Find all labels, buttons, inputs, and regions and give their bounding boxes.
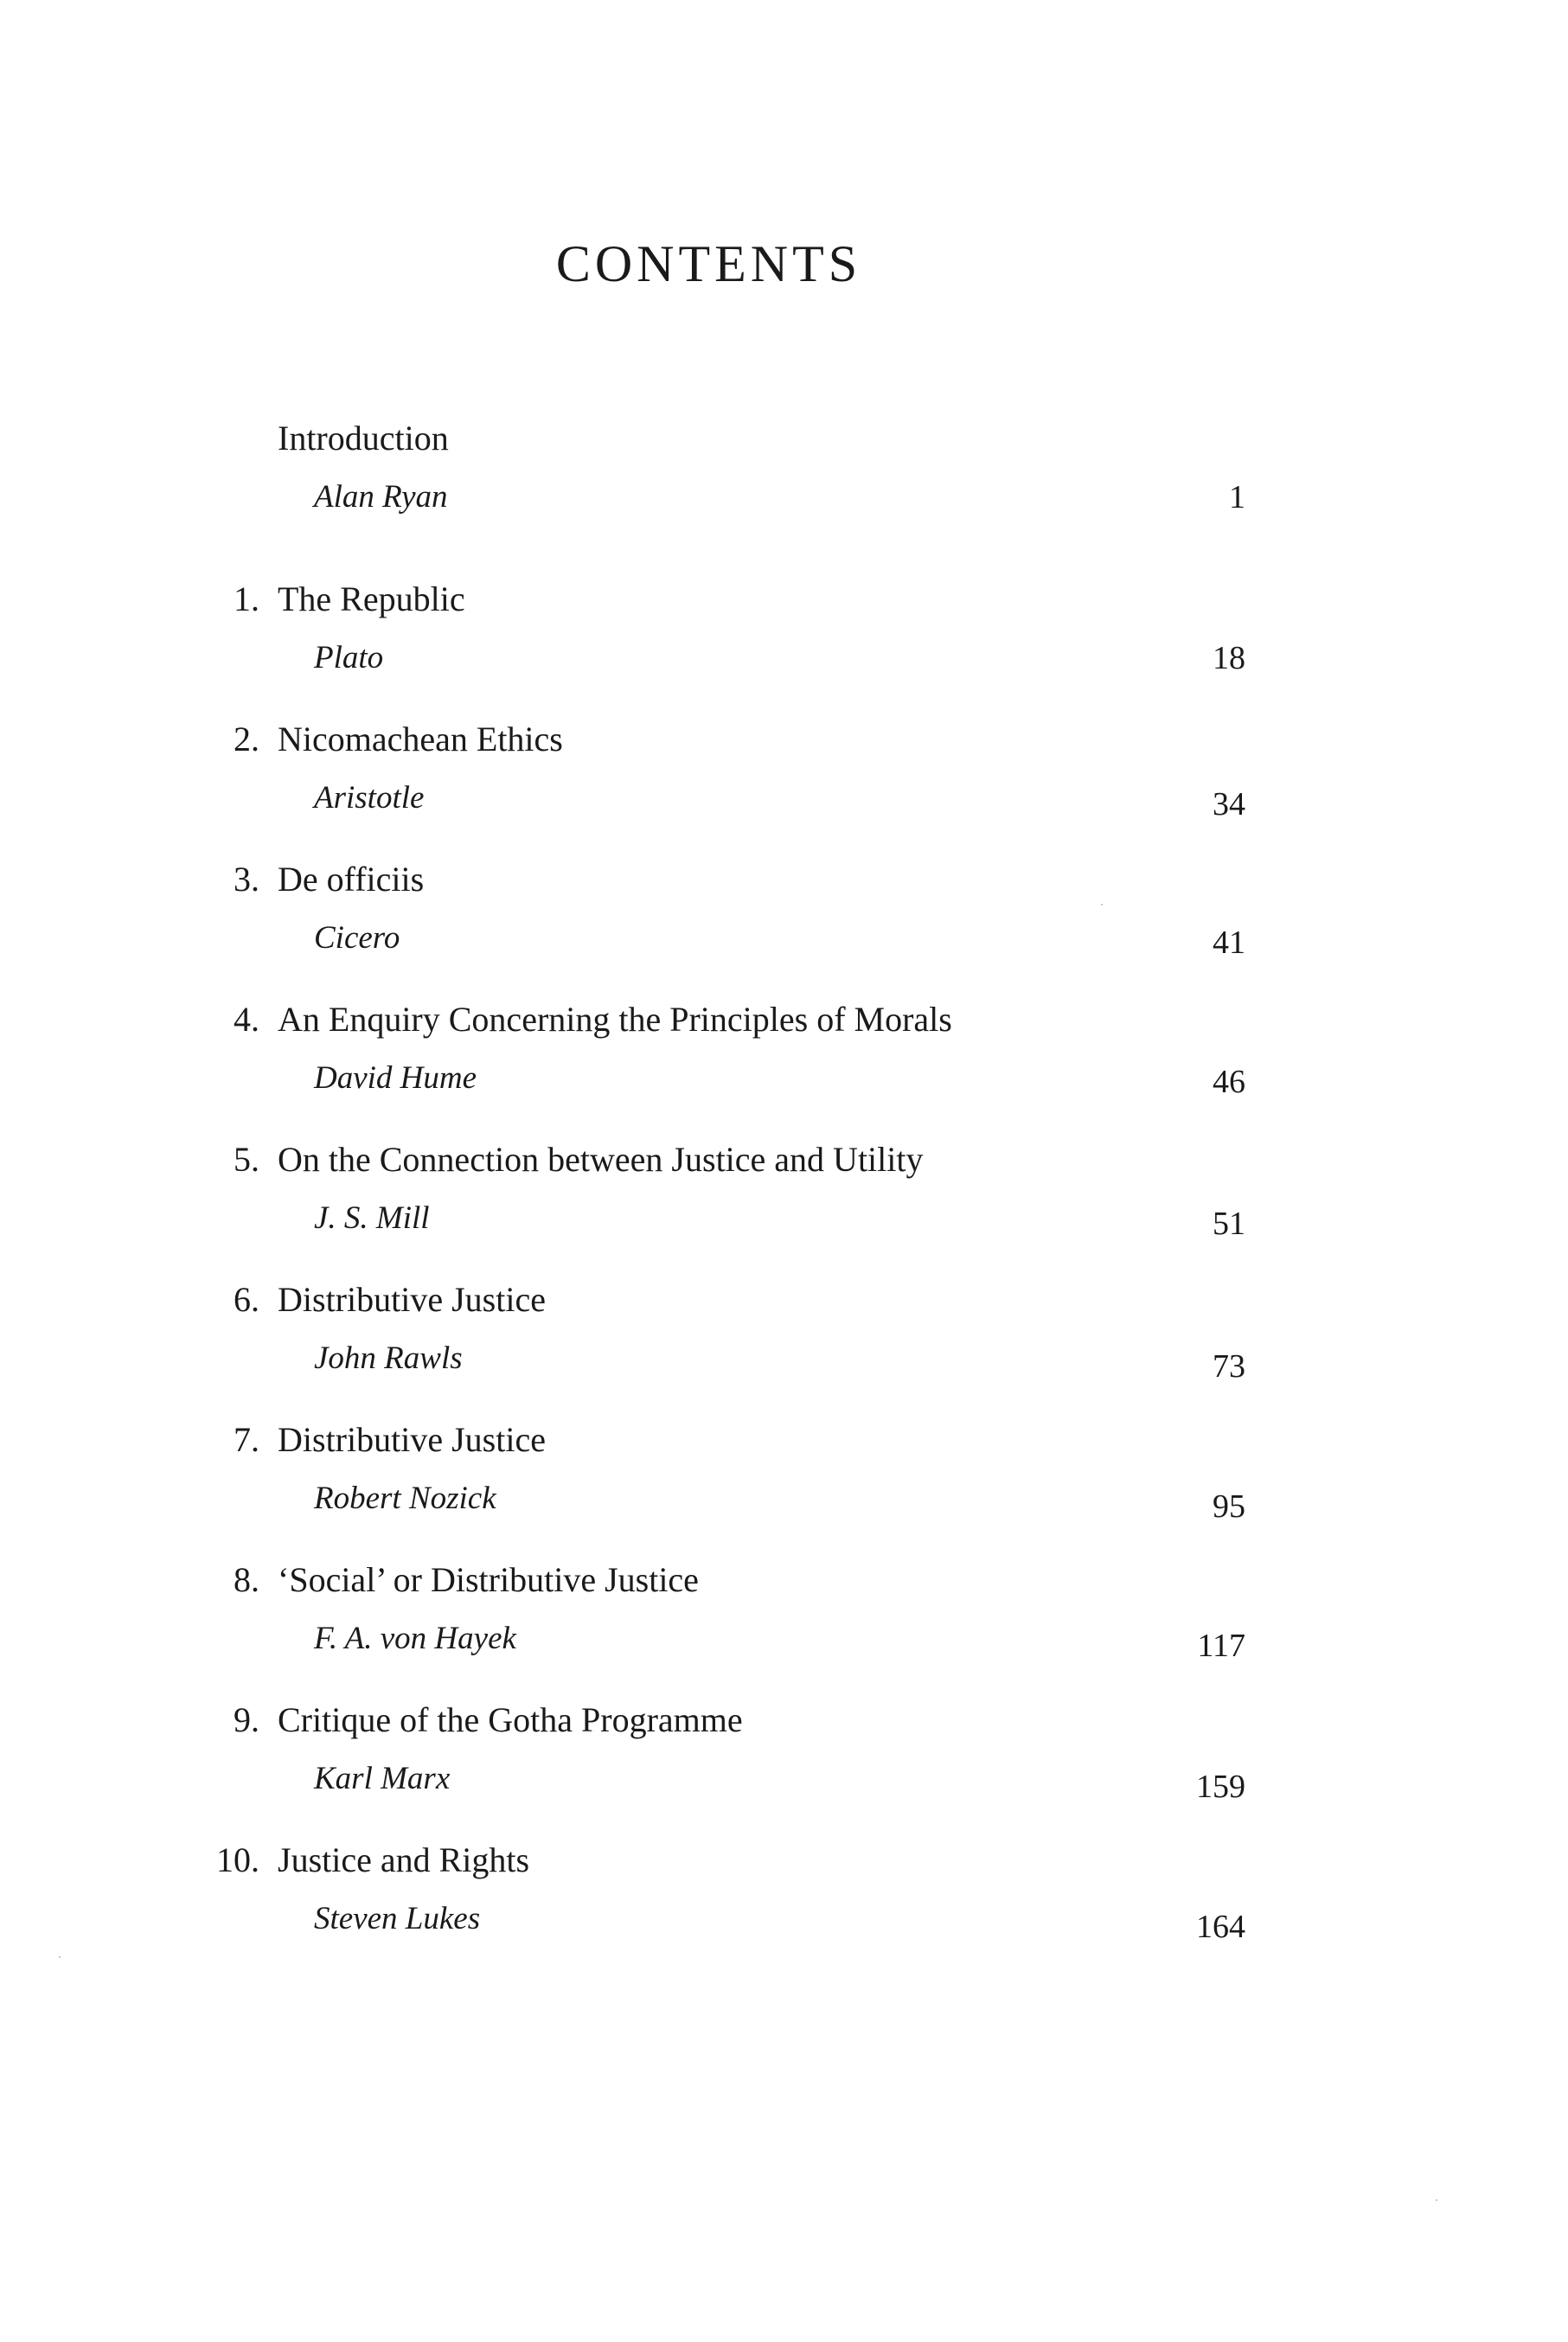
toc-entry-1 <box>0 579 1568 703</box>
entry-title: ‘Social’ or Distributive Justice <box>278 1560 699 1599</box>
toc-entry-6 <box>0 1280 1568 1404</box>
page-title: CONTENTS <box>555 235 862 292</box>
entry-author: John Rawls <box>314 1341 463 1376</box>
entry-number: 10. <box>216 1840 259 1879</box>
entry-page: 164 <box>1196 1909 1245 1945</box>
entry-number: 7. <box>234 1420 259 1459</box>
entry-number: 4. <box>234 1000 259 1039</box>
toc-entry-5 <box>0 1142 1568 1264</box>
entry-page: 117 <box>1197 1628 1245 1664</box>
toc-entry-7 <box>0 1420 1568 1544</box>
entry-author: Steven Lukes <box>314 1901 481 1936</box>
entry-title: Distributive Justice <box>278 1280 546 1319</box>
entry-title: An Enquiry Concerning the Principles of Morals <box>278 1000 952 1039</box>
entry-author: David Hume <box>314 1060 477 1096</box>
toc-entry-8 <box>0 1560 1568 1684</box>
entry-page: 159 <box>1196 1769 1245 1805</box>
entry-page: 51 <box>1213 1206 1245 1242</box>
entry-author: Cicero <box>314 920 400 956</box>
entry-author: Alan Ryan <box>314 479 448 515</box>
toc-entry-9 <box>0 1700 1568 1824</box>
entry-page: 41 <box>1213 925 1245 961</box>
entry-title: The Republic <box>278 579 465 618</box>
entry-title: Critique of the Gotha Programme <box>278 1700 743 1739</box>
entry-number: 1. <box>234 579 259 618</box>
entry-page: 1 <box>1229 479 1245 515</box>
toc-entry-2 <box>0 722 1568 843</box>
entry-page: 46 <box>1213 1064 1245 1100</box>
entry-author: Karl Marx <box>314 1761 451 1796</box>
entry-title: De officiis <box>278 860 425 899</box>
entry-author: Aristotle <box>314 780 425 816</box>
entry-number: 8. <box>234 1560 259 1599</box>
entry-author: F. A. von Hayek <box>314 1621 516 1656</box>
toc-entry-3 <box>0 862 1568 983</box>
entry-number: 6. <box>234 1280 259 1319</box>
entry-number: 5. <box>234 1140 259 1179</box>
toc-entry-introduction <box>0 421 1568 542</box>
entry-title: Introduction <box>278 419 449 458</box>
entry-title: On the Connection between Justice and Utility <box>278 1140 924 1179</box>
entry-author: Robert Nozick <box>314 1481 496 1516</box>
entry-title: Nicomachean Ethics <box>278 720 563 758</box>
entry-title: Distributive Justice <box>278 1420 546 1459</box>
entry-number: 3. <box>234 860 259 899</box>
entry-page: 73 <box>1213 1348 1245 1385</box>
entry-page: 95 <box>1213 1488 1245 1525</box>
toc-entry-4 <box>0 1002 1568 1123</box>
scan-speck <box>1436 2199 1437 2201</box>
entry-number: 2. <box>234 720 259 758</box>
entry-page: 18 <box>1213 640 1245 676</box>
scan-speck <box>1101 904 1103 905</box>
entry-author: Plato <box>314 640 384 675</box>
entry-author: J. S. Mill <box>314 1200 430 1236</box>
entry-number: 9. <box>234 1700 259 1739</box>
toc-entry-10 <box>0 1840 1568 1964</box>
entry-title: Justice and Rights <box>278 1840 530 1879</box>
entry-page: 34 <box>1213 786 1245 822</box>
scan-speck <box>59 1956 61 1958</box>
